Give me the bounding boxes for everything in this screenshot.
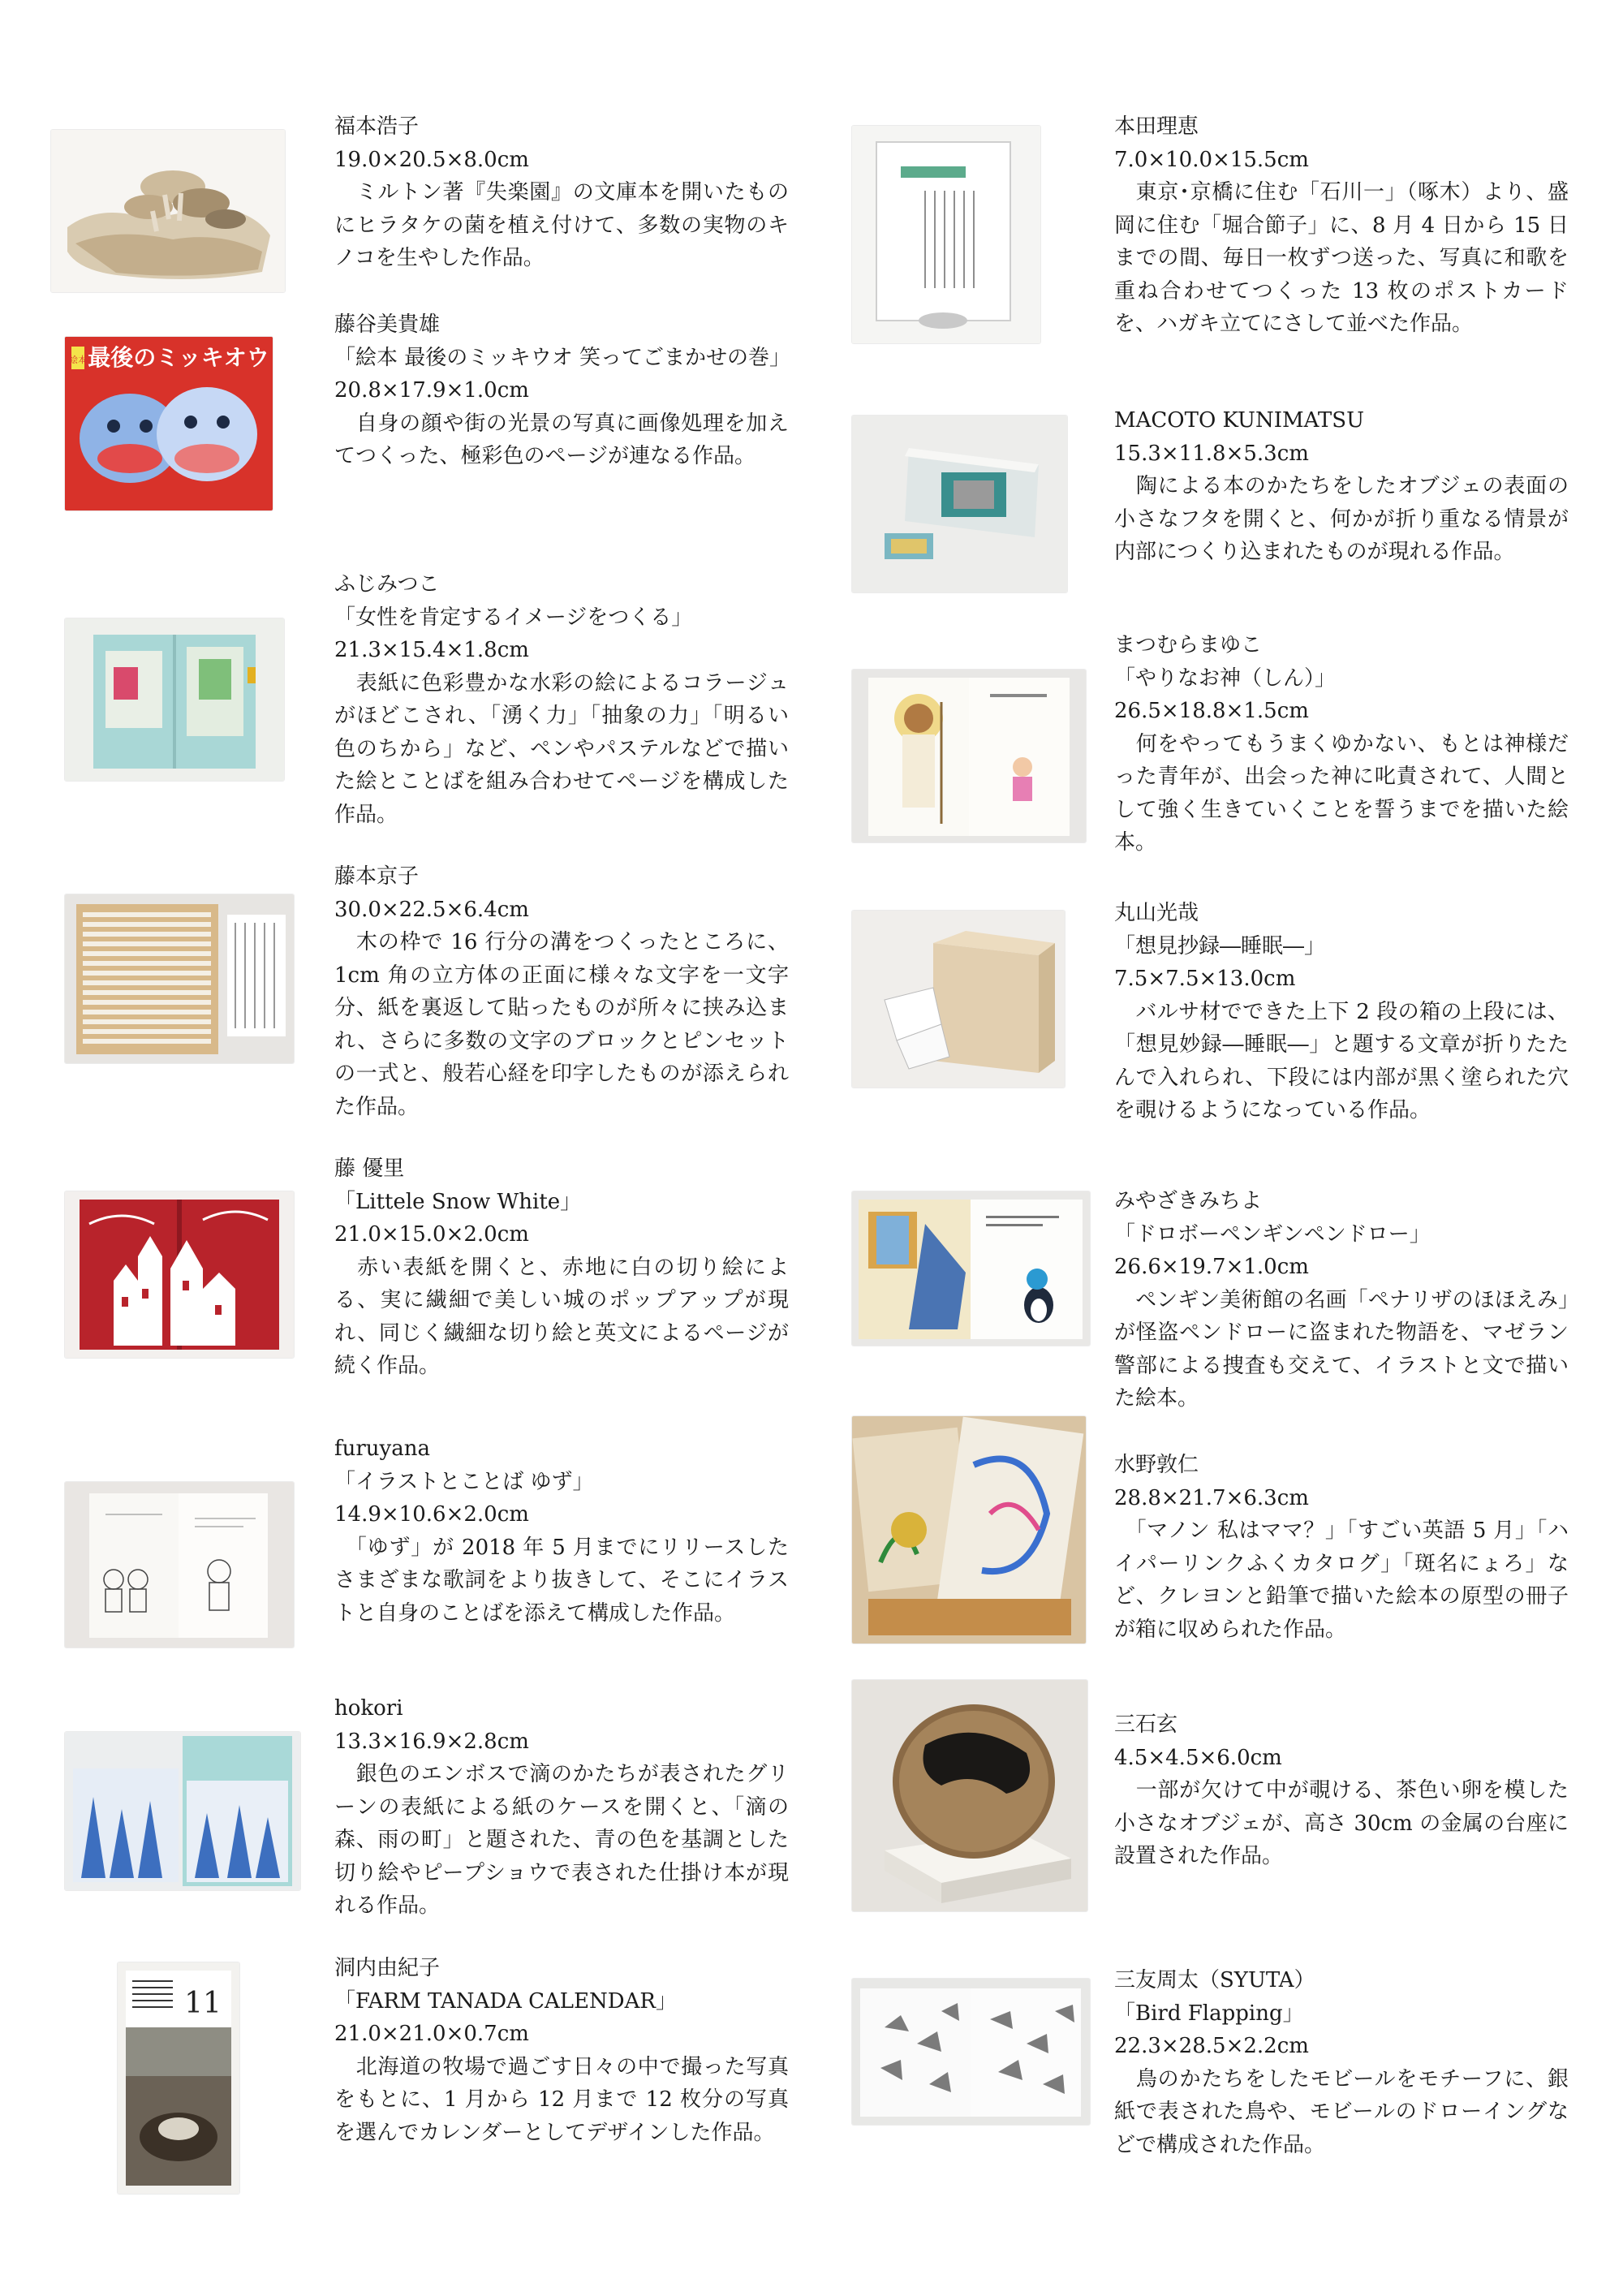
work-text [334, 860, 789, 1123]
work-text [1114, 404, 1569, 569]
work-photo-picture-book-cover [65, 337, 273, 510]
work-photo-bird-book [852, 1979, 1090, 2125]
artist-name: furuyana [334, 1437, 430, 1461]
work-photo-popup-castle [65, 1191, 294, 1358]
work-description: 銀色のエンボスで滴のかたちが表されたグリーンの表紙による紙のケースを開くと、「滴の森、雨の町」と題された、青の色を基調とした切り絵やピープショウで表された仕掛け本が現れる作品。 [334, 1762, 789, 1918]
artist-name: 丸山光哉 [1114, 901, 1199, 925]
work-title: 「女性を肯定するイメージをつくる」 [334, 605, 693, 630]
work-dimensions: 28.8×21.7×6.3cm [1114, 1485, 1309, 1510]
artist-name: 本田理恵 [1114, 114, 1199, 139]
cover-title: 最後のミッキオウ [88, 344, 269, 371]
work-photo-ceramic-book [852, 416, 1067, 592]
work-photo-crayon-booklets [852, 1416, 1086, 1643]
work-description: ペンギン美術館の名画「ペナリザのほほえみ」が怪盗ペンドローに盗まれた物語を、マゼラン警部による捜査も交えて、イラストと文で描いた絵本。 [1114, 1287, 1569, 1411]
work-description: 木の枠で 16 行分の溝をつくったところに、1cm 角の立方体の正面に様々な文字を一文字分、紙を裏返して貼ったものが所々に挟み込まれ、さらに多数の文字のブロックとピンセットの一式と、般若心経を印字したものが添えられた作品。 [334, 930, 789, 1119]
work-title: 「イラストとことば ゆず」 [334, 1469, 594, 1494]
work-title: 「Bird Flapping」 [1114, 2001, 1304, 2026]
artist-name: 水野敦仁 [1114, 1453, 1199, 1477]
work-text [1114, 1185, 1569, 1415]
work-photo-mushroom-book [51, 130, 285, 292]
work-title: 「FARM TANADA CALENDAR」 [334, 1988, 677, 2014]
work-photo-picture-book-god [852, 670, 1086, 842]
work-description: 表紙に色彩豊かな水彩の絵によるコラージュがほどこされ、「湧く力」「抽象の力」「明るい色のちから」など、ペンやパステルなどで描いた絵とことばを組み合わせてページを構成した作品。 [334, 670, 789, 827]
work-title: 「絵本 最後のミッキウオ 笑ってごまかせの巻」 [334, 345, 791, 370]
work-text [334, 1152, 789, 1383]
work-dimensions: 21.0×21.0×0.7cm [334, 2022, 529, 2046]
work-dimensions: 14.9×10.6×2.0cm [334, 1502, 529, 1527]
work-description: 北海道の牧場で過ごす日々の中で撮った写真をもとに、1 月から 12 月まで 12 枚分の写真を選んでカレンダーとしてデザインした作品。 [334, 2054, 789, 2145]
work-dimensions: 7.5×7.5×13.0cm [1114, 967, 1296, 991]
work-dimensions: 4.5×4.5×6.0cm [1114, 1745, 1282, 1770]
work-photo-calendar [118, 1962, 239, 2194]
work-text [1114, 110, 1569, 341]
artist-name: 福本浩子 [334, 114, 420, 139]
work-description: 何をやってもうまくゆかない、もとは神様だった青年が、出会った神に叱責されて、人間として強く生きていくことを誓うまでを描いた絵本。 [1114, 731, 1569, 855]
work-text [334, 308, 789, 473]
work-dimensions: 15.3×11.8×5.3cm [1114, 441, 1309, 466]
work-dimensions: 21.0×15.0×2.0cm [334, 1222, 529, 1247]
work-text [1114, 1708, 1569, 1873]
work-description: バルサ材でできた上下 2 段の箱の上段には、「想見妙録―睡眠―」と題する文章が折りたたんで入れられ、下段には内部が黒く塗られた穴を覗けるようになっている作品。 [1114, 999, 1569, 1122]
work-description: ミルトン著『失楽園』の文庫本を開いたものにヒラタケの菌を植え付けて、多数の実物のキノコを生やした作品。 [334, 180, 789, 270]
work-dimensions: 22.3×28.5×2.2cm [1114, 2034, 1309, 2058]
artist-name: hokori [334, 1696, 403, 1721]
work-description: 「マノン 私はママ？」「すごい英語 5 月」「ハイパーリンクふくカタログ」「斑名にょろ」など、クレヨンと鉛筆で描いた絵本の原型の冊子が箱に収められた作品。 [1114, 1518, 1569, 1642]
artist-name: 三友周太（SYUTA） [1114, 1968, 1315, 1992]
work-text [1114, 1449, 1569, 1646]
work-text [1114, 629, 1569, 859]
work-text [334, 1432, 789, 1630]
work-text [334, 110, 789, 275]
work-description: 東京･京橋に住む「石川一」（啄木）より、盛岡に住む「堀合節子」に、8 月 4 日から 15 日までの間、毎日一枚ずつ送った、写真に和歌を重ね合わせてつくった 13 枚のポストカードを、ハガキ立てにさして並べた作品。 [1114, 180, 1569, 336]
artist-name: 藤 優里 [334, 1157, 405, 1181]
work-description: 鳥のかたちをしたモビールをモチーフに、銀紙で表された鳥や、モビールのドローイングなどで構成された作品。 [1114, 2066, 1569, 2157]
work-description: 一部が欠けて中が覗ける、茶色い卵を模した小さなオブジェが、高さ 30cm の金属の台座に設置された作品。 [1114, 1778, 1569, 1868]
work-dimensions: 30.0×22.5×6.4cm [334, 897, 529, 922]
work-title: 「想見抄録―睡眠―」 [1114, 933, 1326, 958]
work-dimensions: 7.0×10.0×15.5cm [1114, 147, 1309, 172]
artist-name: 三石玄 [1114, 1712, 1178, 1737]
work-dimensions: 20.8×17.9×1.0cm [334, 378, 529, 403]
work-title: 「Littele Snow White」 [334, 1189, 582, 1214]
work-photo-postcards [852, 126, 1040, 343]
work-description: 陶による本のかたちをしたオブジェの表面の小さなフタを開くと、何かが折り重なる情景が内部につくり込まれたものが現れる作品。 [1114, 474, 1569, 564]
cover-small-label: 絵本 [69, 355, 87, 365]
work-photo-penguin-book [852, 1191, 1090, 1346]
work-photo-paper-case [65, 1732, 300, 1890]
work-text [334, 568, 789, 831]
work-dimensions: 26.6×19.7×1.0cm [1114, 1255, 1309, 1279]
work-text [334, 1692, 789, 1923]
work-description: 「ゆず」が 2018 年 5 月までにリリースしたさまざまな歌詞をより抜きして、そこにイラストと自身のことばを添えて構成した作品。 [334, 1535, 789, 1626]
artist-name: みやざきみちよ [1114, 1189, 1263, 1213]
work-text [334, 1952, 789, 2149]
work-title: 「ドロボーペンギンペンドロー」 [1114, 1221, 1431, 1247]
artist-name: 藤本京子 [334, 864, 420, 889]
work-photo-egg-object [852, 1680, 1087, 1911]
work-dimensions: 19.0×20.5×8.0cm [334, 147, 529, 172]
work-title: 「やりなお神（しん）」 [1114, 666, 1337, 691]
work-description: 自身の顔や街の光景の写真に画像処理を加えてつくった、極彩色のページが連なる作品。 [334, 411, 789, 468]
work-dimensions: 13.3×16.9×2.8cm [334, 1729, 529, 1754]
work-dimensions: 21.3×15.4×1.8cm [334, 638, 529, 662]
artist-name: MACOTO KUNIMATSU [1114, 408, 1365, 433]
work-photo-balsa-box [852, 911, 1065, 1088]
work-text [1114, 1964, 1569, 2161]
work-description: 赤い表紙を開くと、赤地に白の切り絵による、実に繊細で美しい城のポップアップが現れ、同じく繊細な切り絵と英文によるページが続く作品。 [334, 1255, 789, 1378]
work-text [1114, 897, 1569, 1127]
calendar-month: 11 [184, 1987, 222, 2020]
work-photo-collage-book [65, 618, 284, 781]
artist-name: 洞内由紀子 [334, 1956, 441, 1980]
work-photo-illustration-book [65, 1482, 294, 1648]
artist-name: まつむらまゆこ [1114, 633, 1263, 657]
work-photo-type-case [65, 894, 294, 1063]
artist-name: ふじみつこ [334, 572, 440, 597]
artist-name: 藤谷美貴雄 [334, 312, 441, 337]
work-dimensions: 26.5×18.8×1.5cm [1114, 699, 1309, 723]
